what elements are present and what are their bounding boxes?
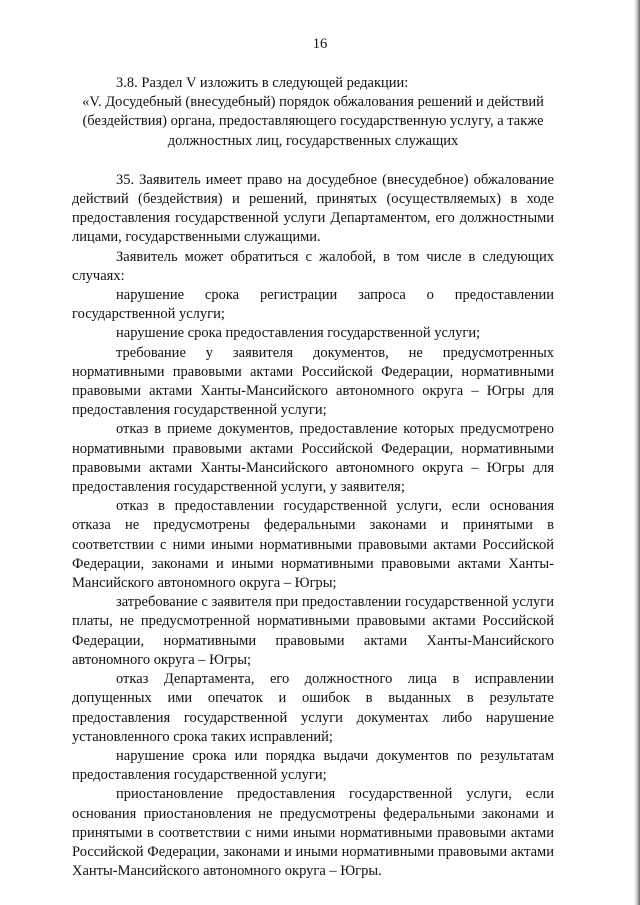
case-illegal-fee: затребование с заявителя при предоставлении государственной услуги платы, не предусмотренной нормативными правовыми актами Российской Федерации, нормативными правовыми актами Ханты-Мансийского автономного округа – Югры; <box>72 594 554 668</box>
case-refusal-documents: отказ в приеме документов, предоставление которых предусмотрено нормативными правовыми актами Российской Федерации, нормативными правовыми актами Ханты-Мансийского автономного округа – Югры для предоставления государственной услуги, у заявителя; <box>72 421 554 496</box>
case-issue-deadline: нарушение срока или порядка выдачи документов по результатам предоставления государственной услуги; <box>72 747 554 784</box>
case-suspension: приостановление предоставления государственной услуги, если основания приостановления не предусмотрены федеральными законами и принятыми в соответствии с ними иными нормативными правовыми актами Российской Федерации, законами и иными нормативными правовыми актами Ханты-Мансийского автономного округа – Югры. <box>72 786 554 880</box>
document-body <box>72 74 554 881</box>
case-correction-refusal: отказ Департамента, его должностного лица в исправлении допущенных ими опечаток и ошибок в выданных в результате предоставления государственной услуги документах либо нарушение установленного срока таких исправлений; <box>72 671 554 745</box>
scan-edge-shadow <box>634 0 640 905</box>
amendment-instruction: 3.8. Раздел V изложить в следующей редакции: <box>116 75 409 91</box>
case-registration-deadline: нарушение срока регистрации запроса о предоставлении государственной услуги; <box>72 287 554 323</box>
case-refusal-service: отказ в предоставлении государственной услуги, если основания отказа не предусмотрены федеральными законами и принятыми в соответствии с ними иными нормативными правовыми актами Российской Федерации, законами и иными нормативными правовыми актами Ханты-Мансийского автономного округа – Югры; <box>72 498 554 592</box>
paragraph-cases-intro: Заявитель может обратиться с жалобой, в том числе в следующих случаях: <box>72 248 554 284</box>
paragraph-gap <box>72 151 554 171</box>
paragraph-35: 35. Заявитель имеет право на досудебное (внесудебное) обжалование действий (бездействия) и решений, принятых (осуществляемых) в ходе предоставления государственной услуги Департаментом, его должностными лицами, государственными служащими. <box>72 171 554 246</box>
page-number: 16 <box>312 36 328 52</box>
case-service-deadline: нарушение срока предоставления государственной услуги; <box>116 325 481 342</box>
case-extra-documents: требование у заявителя документов, не предусмотренных нормативными правовыми актами Российской Федерации, нормативными правовыми актами Ханты-Мансийского автономного округа – Югры для предоставления государственной услуги; <box>72 344 554 419</box>
section-heading: «V. Досудебный (внесудебный) порядок обжалования решений и действий (бездействия) органа, предоставляющего государственную услугу, а также должностных лиц, государственных служащих <box>82 94 544 149</box>
